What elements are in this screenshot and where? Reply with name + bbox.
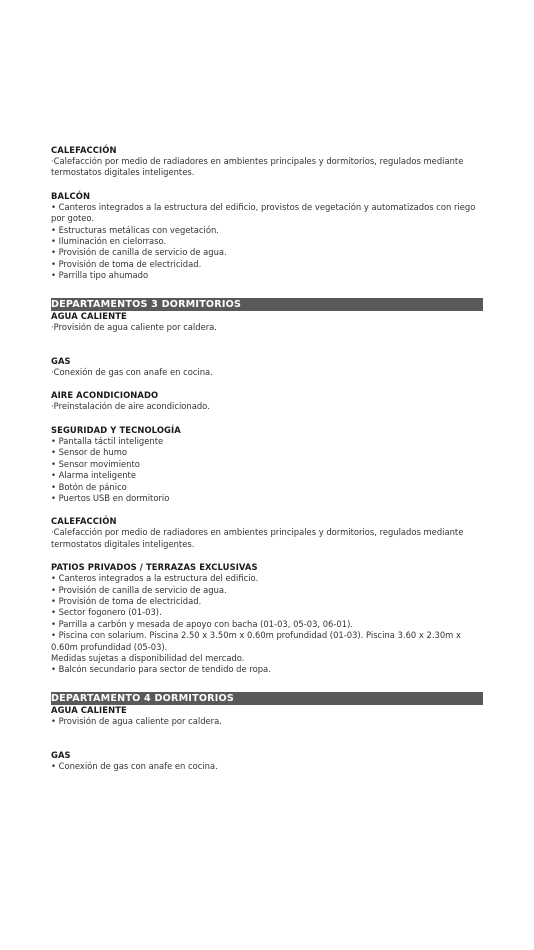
text-agua-caliente: ·Provisión de agua caliente por caldera. bbox=[51, 321, 217, 332]
banner-4-dormitorios bbox=[51, 692, 483, 705]
section-calefaccion bbox=[51, 145, 483, 179]
text-calefaccion: ·Calefacción por medio de radiadores en ambientes principales y dormitorios, regulados mediante termostatos digitales inteligentes. bbox=[51, 156, 464, 178]
heading-calefaccion: CALEFACCIÓN bbox=[51, 516, 117, 527]
list-item: • Canteros integrados a la estructura del edificio. bbox=[51, 573, 259, 584]
list-item: • Provisión de toma de electricidad. bbox=[51, 258, 202, 269]
heading-agua-caliente: AGUA CALIENTE bbox=[51, 704, 127, 715]
section-calefaccion-3d bbox=[51, 516, 483, 550]
heading-gas: GAS bbox=[51, 356, 71, 367]
list-item: • Sensor movimiento bbox=[51, 458, 140, 469]
list-item: • Puertos USB en dormitorio bbox=[51, 492, 170, 503]
text-calefaccion: ·Calefacción por medio de radiadores en ambientes principales y dormitorios, regulados mediante termostatos digitales inteligentes. bbox=[51, 527, 464, 549]
list-item: • Provisión de toma de electricidad. bbox=[51, 595, 202, 606]
heading-calefaccion: CALEFACCIÓN bbox=[51, 145, 117, 155]
list-item: Medidas sujetas a disponibilidad del mercado. bbox=[51, 652, 245, 663]
list-item: • Alarma inteligente bbox=[51, 470, 136, 481]
list-item: • Pantalla táctil inteligente bbox=[51, 435, 164, 446]
section-agua-caliente-4d bbox=[51, 705, 483, 727]
banner-title: DEPARTAMENTO 4 DORMITORIOS bbox=[51, 692, 235, 704]
heading-gas: GAS bbox=[51, 750, 71, 761]
banner-3-dormitorios bbox=[51, 298, 483, 311]
heading-balcon: BALCÓN bbox=[51, 190, 91, 201]
text-gas: ·Conexión de gas con anafe en cocina. bbox=[51, 367, 213, 378]
text-agua-caliente: • Provisión de agua caliente por caldera. bbox=[51, 715, 222, 726]
heading-seguridad: SEGURIDAD Y TECNOLOGÍA bbox=[51, 424, 181, 435]
list-item: • Parrilla a carbón y mesada de apoyo con bacha (01-03, 05-03, 06-01). bbox=[51, 618, 353, 629]
list-item: • Botón de pánico bbox=[51, 481, 127, 492]
list-item: • Canteros integrados a la estructura del edificio, provistos de vegetación y automatizados con riego por goteo. bbox=[51, 201, 476, 224]
list-item: • Provisión de canilla de servicio de agua. bbox=[51, 584, 227, 595]
list-item: • Iluminación en cielorraso. bbox=[51, 236, 167, 247]
list-item: • Sensor de humo bbox=[51, 447, 128, 458]
list-item: • Balcón secundario para sector de tendido de ropa. bbox=[51, 664, 271, 675]
section-gas-3d bbox=[51, 356, 483, 378]
list-item: • Provisión de canilla de servicio de agua. bbox=[51, 247, 227, 258]
text-aire-acondicionado: ·Preinstalación de aire acondicionado. bbox=[51, 401, 210, 412]
list-item: • Parrilla tipo ahumado bbox=[51, 270, 149, 281]
document-content bbox=[51, 145, 483, 773]
heading-agua-caliente: AGUA CALIENTE bbox=[51, 310, 127, 321]
list-item: • Sector fogonero (01-03). bbox=[51, 607, 162, 618]
list-item: • Estructuras metálicas con vegetación. bbox=[51, 224, 219, 235]
banner-title: DEPARTAMENTOS 3 DORMITORIOS bbox=[51, 298, 242, 310]
heading-aire-acondicionado: AIRE ACONDICIONADO bbox=[51, 390, 159, 401]
list-item: • Piscina con solarium. Piscina 2.50 x 3.50m x 0.60m profundidad (01-03). Piscina 3.60 x 2.30m x 0.60m profundidad (05-03). bbox=[51, 630, 461, 652]
section-patios-3d bbox=[51, 562, 483, 676]
section-gas-4d bbox=[51, 750, 483, 772]
text-gas: • Conexión de gas con anafe en cocina. bbox=[51, 761, 218, 772]
section-seguridad-3d bbox=[51, 425, 483, 504]
section-aire-3d bbox=[51, 390, 483, 412]
heading-patios: PATIOS PRIVADOS / TERRAZAS EXCLUSIVAS bbox=[51, 562, 258, 573]
section-balcon bbox=[51, 191, 483, 282]
section-agua-caliente-3d bbox=[51, 311, 483, 333]
